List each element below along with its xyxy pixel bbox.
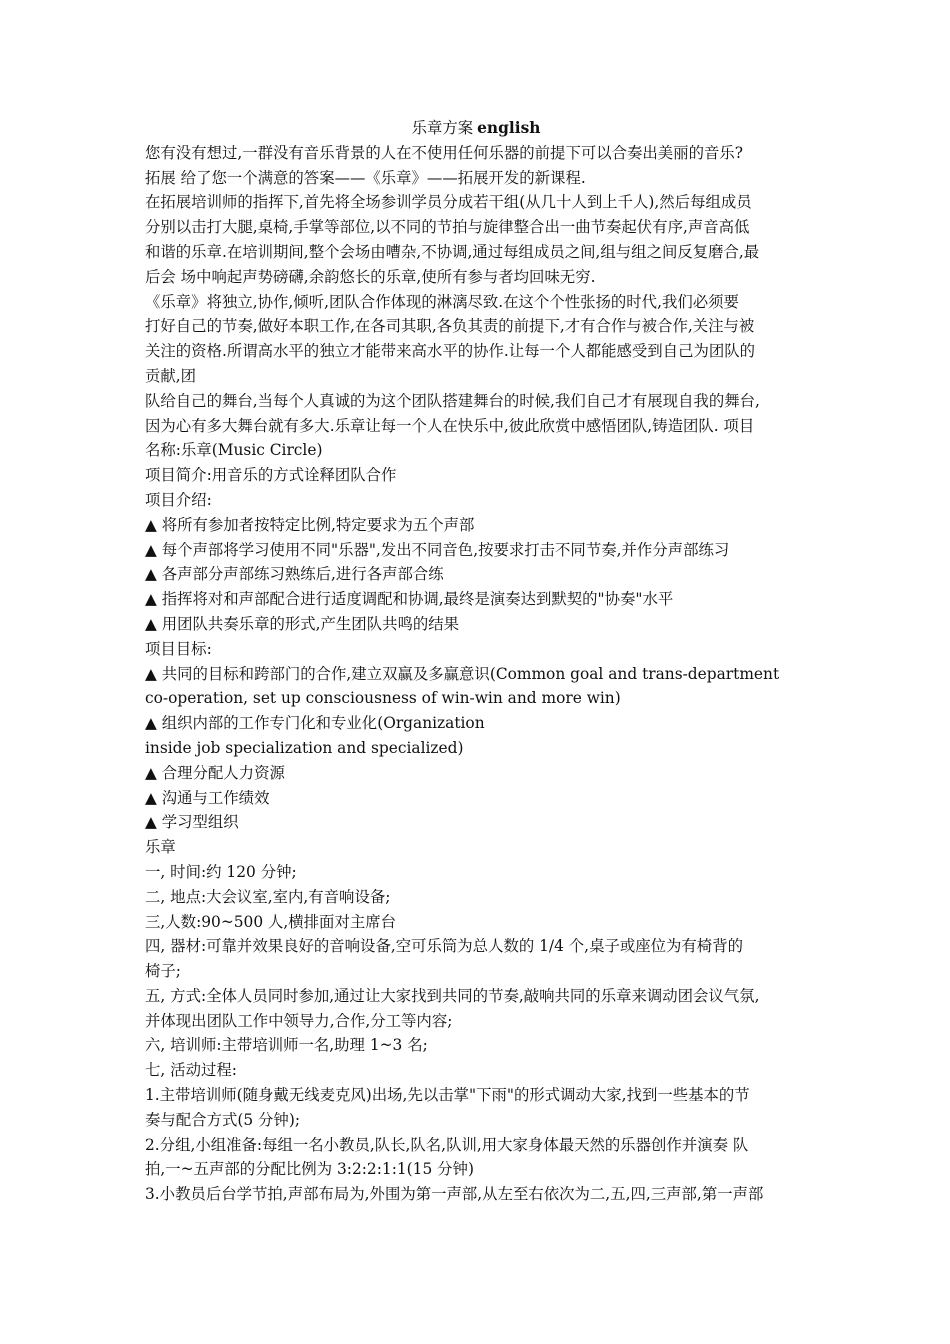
text-line: ▲ 将所有参加者按特定比例,特定要求为五个声部 [145, 515, 475, 534]
text-line: inside job specialization and specialized) [145, 738, 464, 757]
text-line: ▲ 合理分配人力资源 [145, 763, 285, 782]
text-line: 七, 活动过程: [145, 1061, 237, 1080]
text-line: co-operation, set up consciousness of win-win and more win) [145, 689, 621, 708]
document-title [145, 116, 807, 141]
text-line: 项目介绍: [145, 490, 212, 509]
text-line: 拍,一~五声部的分配比例为 3:2:2:1:1(15 分钟) [145, 1160, 474, 1179]
text-line: ▲ 学习型组织 [145, 813, 239, 832]
text-line: ▲ 共同的目标和跨部门的合作,建立双赢及多赢意识(Common goal and trans-department [145, 664, 780, 683]
text-line: 名称:乐章(Music Circle) [145, 441, 323, 460]
text-line: 2.分组,小组准备:每组一名小教员,队长,队名,队训,用大家身体最天然的乐器创作并演奏 队 [145, 1135, 749, 1154]
text-line: 您有没有想过,一群没有音乐背景的人在不使用任何乐器的前提下可以合奏出美丽的音乐? [145, 143, 743, 162]
text-line: 分别以击打大腿,桌椅,手掌等部位,以不同的节拍与旋律整合出一曲节奏起伏有序,声音高低 [145, 218, 750, 237]
text-line: 二, 地点:大会议室,室内,有音响设备; [145, 887, 391, 906]
text-line: 椅子; [145, 962, 181, 981]
text-line: ▲ 各声部分声部练习熟练后,进行各声部合练 [145, 565, 444, 584]
title-text: 乐章方案 [411, 119, 474, 137]
text-line: 关注的资格.所谓高水平的独立才能带来高水平的协作.让每一个人都能感受到自己为团队的 [145, 342, 756, 361]
title-english: english [477, 119, 541, 137]
text-line: 和谐的乐章.在培训期间,整个会场由嘈杂,不协调,通过每组成员之间,组与组之间反复磨合,最 [145, 242, 760, 261]
text-line: 拓展 给了您一个满意的答案——《乐章》——拓展开发的新课程. [145, 168, 586, 187]
text-line: 一, 时间:约 120 分钟; [145, 862, 297, 881]
text-line: ▲ 组织内部的工作专门化和专业化(Organization [145, 714, 485, 733]
text-line: 1.主带培训师(随身戴无线麦克风)出场,先以击掌"下雨"的形式调动大家,找到一些基本的节 [145, 1086, 750, 1105]
text-line: 四, 器材:可靠并效果良好的音响设备,空可乐筒为总人数的 1/4 个,桌子或座位为有椅背的 [145, 937, 743, 956]
text-line: 后会 场中响起声势磅礴,余韵悠长的乐章,使所有参与者均回味无穷. [145, 267, 596, 286]
text-line: 项目目标: [145, 639, 212, 658]
text-line: 《乐章》将独立,协作,倾听,团队合作体现的淋漓尽致.在这个个性张扬的时代,我们必须要 [145, 292, 739, 311]
text-line: ▲ 沟通与工作绩效 [145, 788, 270, 807]
text-line: ▲ 指挥将对和声部配合进行适度调配和协调,最终是演奏达到默契的"协奏"水平 [145, 590, 674, 609]
text-line: 并体现出团队工作中领导力,合作,分工等内容; [145, 1011, 453, 1030]
text-line: 打好自己的节奏,做好本职工作,在各司其职,各负其责的前提下,才有合作与被合作,关注与被 [145, 317, 755, 336]
text-line: ▲ 每个声部将学习使用不同"乐器",发出不同音色,按要求打击不同节奏,并作分声部练习 [145, 540, 730, 559]
text-line: 项目简介:用音乐的方式诠释团队合作 [145, 466, 397, 485]
text-line: 在拓展培训师的指挥下,首先将全场参训学员分成若干组(从几十人到上千人),然后每组成员 [145, 193, 752, 212]
document-body [145, 141, 807, 1207]
text-line: 3.小教员后台学节拍,声部布局为,外围为第一声部,从左至右依次为二,五,四,三声部,第一声部 [145, 1185, 764, 1204]
text-line: 贡献,团 [145, 366, 197, 385]
text-line: ▲ 用团队共奏乐章的形式,产生团队共鸣的结果 [145, 614, 460, 633]
text-line: 因为心有多大舞台就有多大.乐章让每一个人在快乐中,彼此欣赏中感悟团队,铸造团队. 项目 [145, 416, 755, 435]
text-line: 队给自己的舞台,当每个人真诚的为这个团队搭建舞台的时候,我们自己才有展现自我的舞台, [145, 391, 760, 410]
text-line: 六, 培训师:主带培训师一名,助理 1~3 名; [145, 1036, 428, 1055]
text-line: 五, 方式:全体人员同时参加,通过让大家找到共同的节奏,敲响共同的乐章来调动团会议气氛, [145, 986, 760, 1005]
document-page [145, 116, 807, 1207]
text-line: 三,人数:90~500 人,横排面对主席台 [145, 912, 397, 931]
text-line: 奏与配合方式(5 分钟); [145, 1110, 301, 1129]
text-line: 乐章 [145, 838, 176, 857]
